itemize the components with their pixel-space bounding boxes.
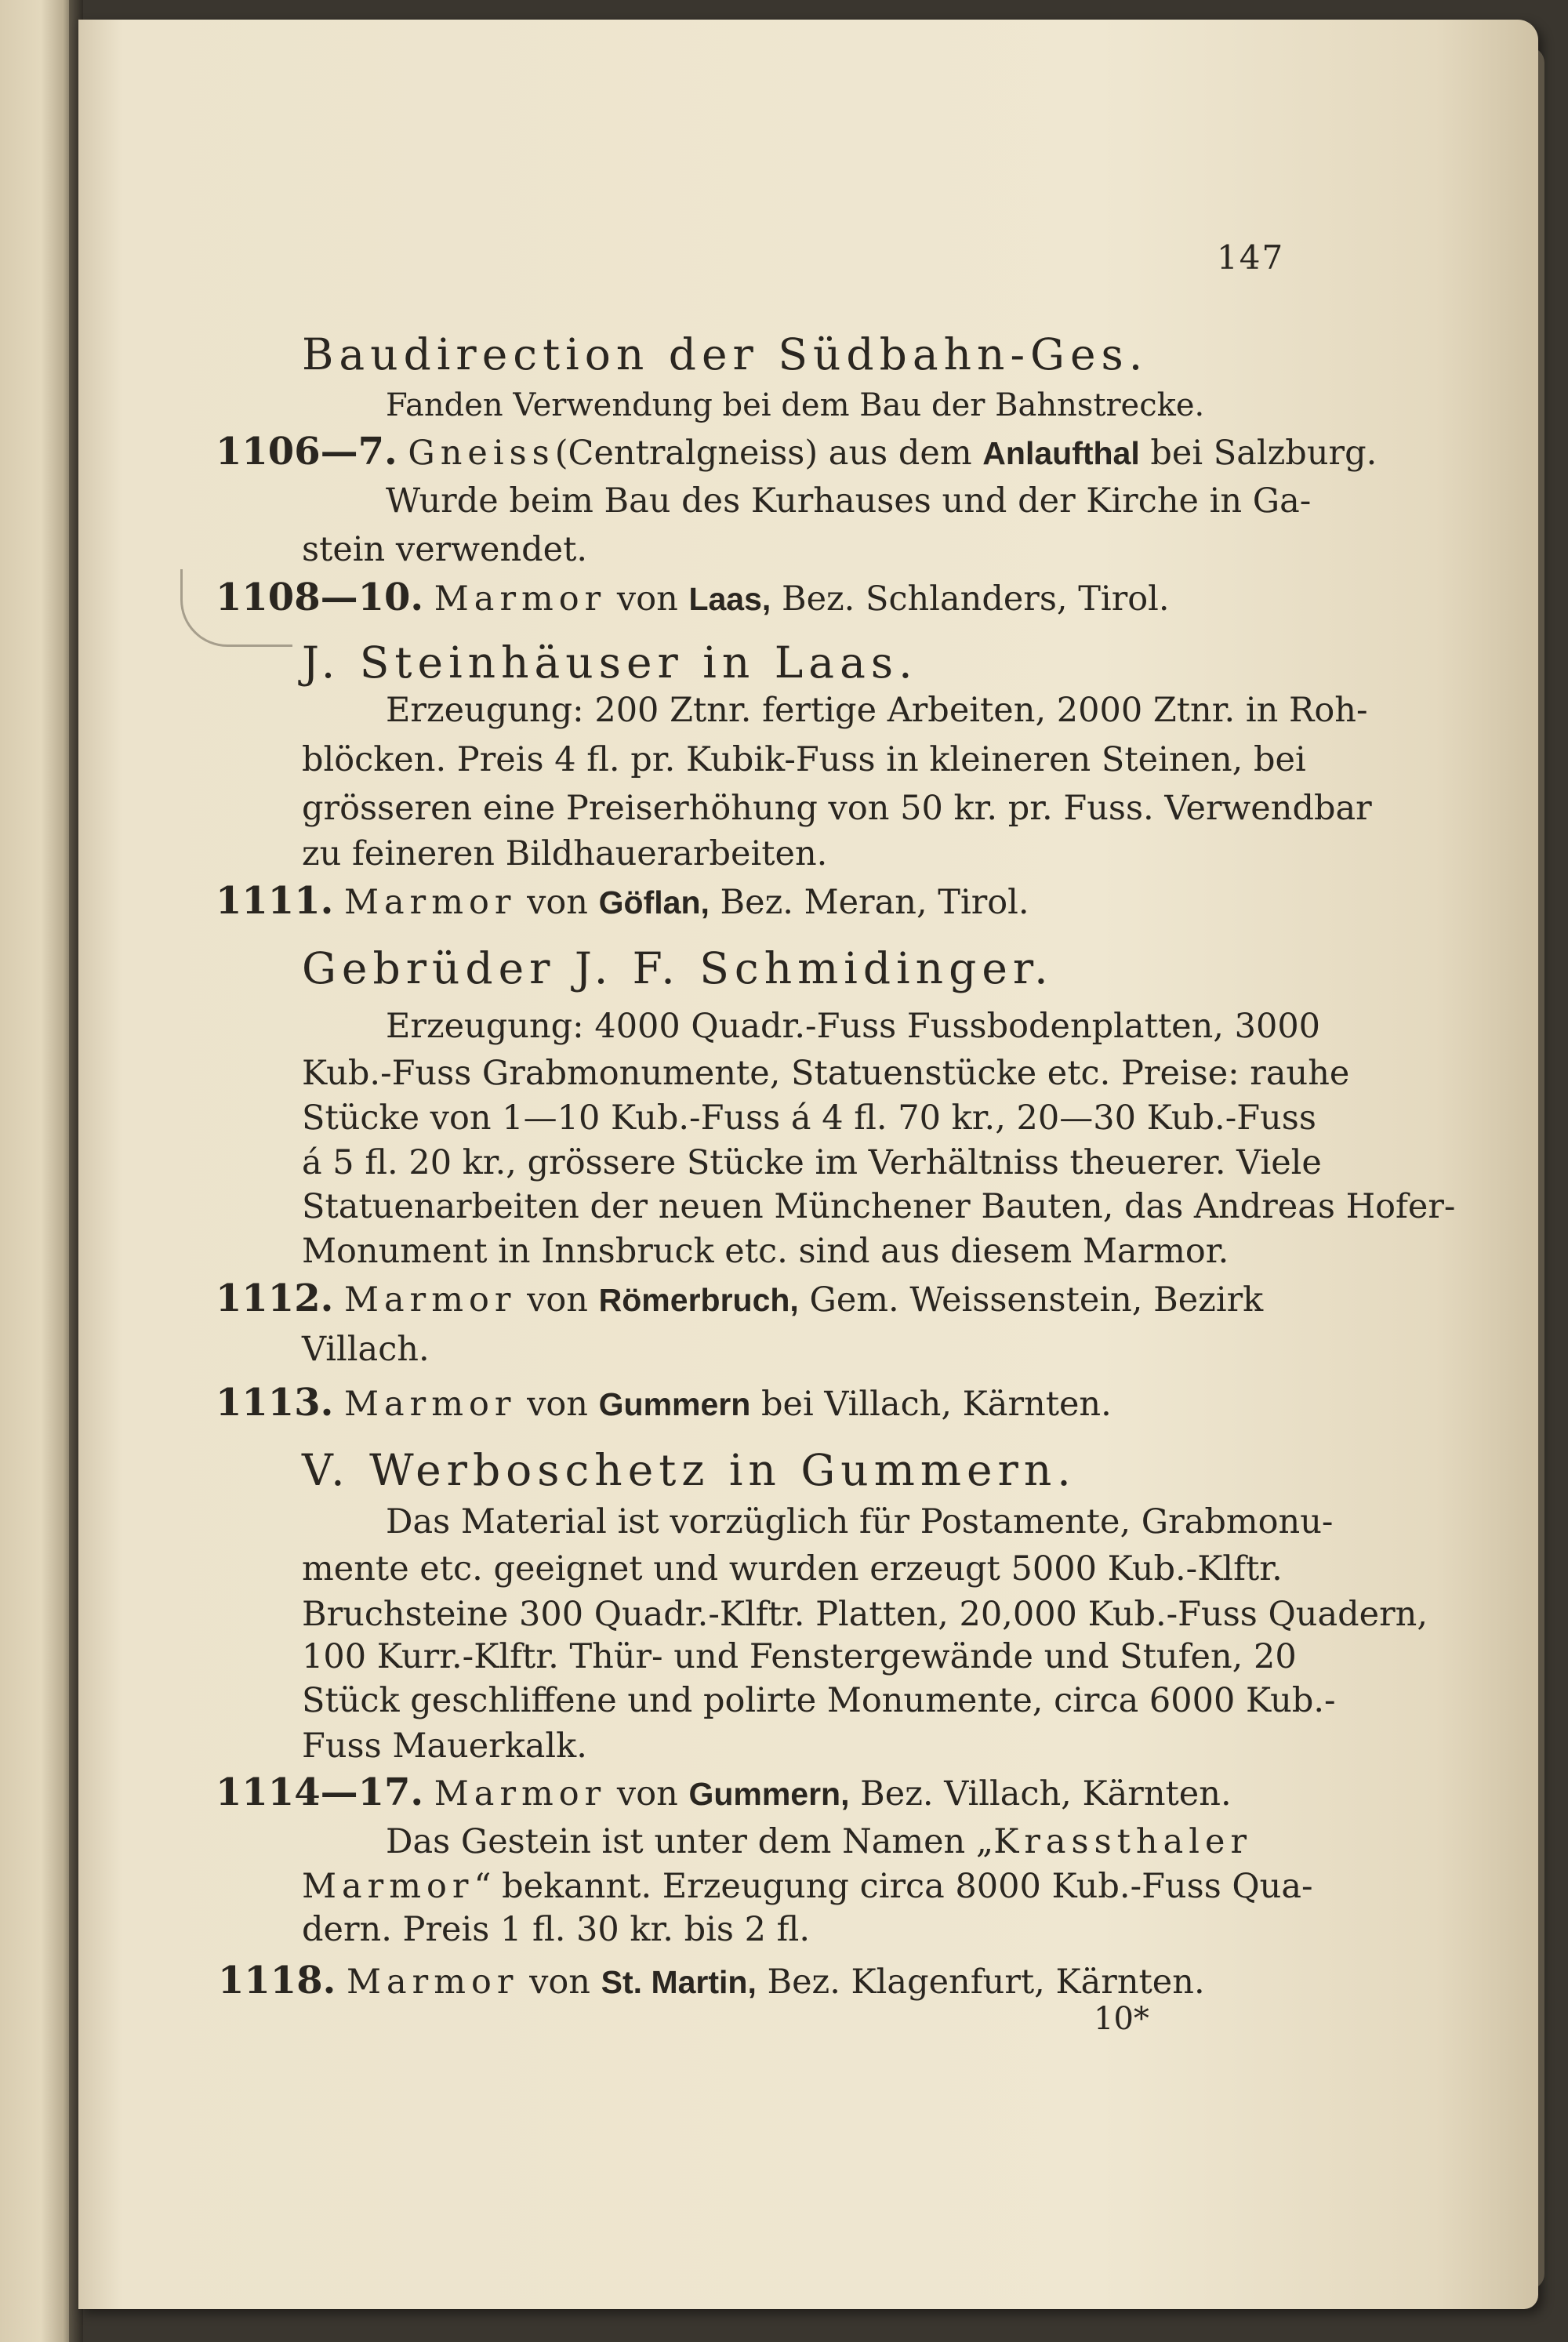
entry-desc-line: Wurde beim Bau des Kurhauses und der Kirche in Ga- (386, 481, 1312, 521)
entry-number: 1114—17. (216, 1770, 424, 1814)
entry-text: bei Salzburg. (1150, 434, 1377, 473)
page-number: 147 (1217, 238, 1285, 277)
entry-text: von (616, 1774, 678, 1814)
place-name: St. Martin, (601, 1964, 757, 2000)
stone-name: Marmor (302, 1867, 474, 1906)
body-line: Stücke von 1—10 Kub.-Fuss á 4 fl. 70 kr., 20—30 Kub.-Fuss (302, 1098, 1316, 1138)
entry-text: von (527, 883, 588, 922)
entry-number: 1113. (216, 1381, 334, 1425)
section-note: Fanden Verwendung bei dem Bau der Bahnstrecke. (386, 387, 1205, 423)
entry-text: bei Villach, Kärnten. (760, 1385, 1112, 1424)
body-line (386, 1822, 1253, 1861)
place-name: Göflan, (598, 884, 710, 920)
place-name: Anlaufthal (982, 435, 1140, 471)
entry-1112 (216, 1276, 1264, 1320)
body-line: Erzeugung: 200 Ztnr. fertige Arbeiten, 2000 Ztnr. in Roh- (386, 691, 1368, 730)
body-line: á 5 fl. 20 kr., grössere Stücke im Verhältniss theuerer. Viele (302, 1143, 1322, 1182)
body-line: 100 Kurr.-Klftr. Thür- und Fenstergewände und Stufen, 20 (302, 1637, 1297, 1676)
rock-name: Marmor (346, 1963, 519, 2002)
entry-1108 (216, 576, 1170, 619)
place-name: Laas, (688, 581, 771, 617)
entry-text: Bez. Villach, Kärnten. (860, 1774, 1232, 1814)
entry-number: 1108—10. (216, 576, 424, 619)
body-line: Erzeugung: 4000 Quadr.-Fuss Fussbodenplatten, 3000 (386, 1007, 1321, 1046)
entry-text: Bez. Meran, Tirol. (720, 883, 1029, 922)
body-line: Das Material ist vorzüglich für Postamente, Grabmonu- (386, 1502, 1334, 1541)
section-heading-werboschetz: V. Werboschetz in Gummern. (302, 1445, 1076, 1495)
rock-name: Marmor (343, 883, 517, 922)
stone-name: Krassthaler (993, 1822, 1253, 1861)
entry-text: von (527, 1280, 588, 1320)
entry-number: 1106—7. (216, 430, 397, 474)
entry-text: von (616, 579, 678, 619)
rock-name: Marmor (343, 1385, 517, 1424)
section-heading-schmidinger: Gebrüder J. F. Schmidinger. (302, 943, 1054, 993)
entry-1118 (218, 1959, 1205, 2003)
entry-text: Bez. Schlanders, Tirol. (781, 579, 1170, 619)
entry-text: Bez. Klagenfurt, Kärnten. (767, 1963, 1205, 2002)
entry-text: von (529, 1963, 590, 2002)
body-line (302, 1867, 1313, 1906)
entry-number: 1111. (216, 879, 334, 923)
entry-1111 (216, 879, 1029, 923)
section-heading-suedbahn: Baudirection der Südbahn-Ges. (302, 329, 1149, 379)
body-line: Kub.-Fuss Grabmonumente, Statuenstücke etc. Preise: rauhe (302, 1054, 1350, 1093)
body-line: mente etc. geeignet und wurden erzeugt 5000 Kub.-Klftr. (302, 1549, 1283, 1589)
rock-name: Marmor (343, 1280, 517, 1320)
body-text: Das Gestein ist unter dem Namen „ (386, 1822, 994, 1861)
entry-1114 (216, 1770, 1232, 1814)
rock-name: Gneiss (408, 434, 555, 473)
body-line: blöcken. Preis 4 fl. pr. Kubik-Fuss in kleineren Steinen, bei (302, 740, 1306, 779)
body-line: zu feineren Bildhauerarbeiten. (302, 834, 828, 873)
place-name: Gummern, (688, 1776, 850, 1812)
place-name: Gummern (598, 1386, 751, 1422)
signature-mark: 10* (1094, 2001, 1149, 2037)
facing-page-edge (0, 0, 74, 2342)
place-name: Römerbruch, (598, 1282, 799, 1318)
entry-number: 1118. (218, 1959, 336, 2003)
entry-text: (Centralgneiss) aus dem (554, 434, 972, 473)
body-line: Stück geschliffene und polirte Monumente, circa 6000 Kub.- (302, 1681, 1336, 1720)
rock-name: Marmor (434, 1774, 607, 1814)
body-line: grösseren eine Preiserhöhung von 50 kr. pr. Fuss. Verwendbar (302, 789, 1372, 828)
body-line: Fuss Mauerkalk. (302, 1727, 587, 1766)
section-heading-steinhaeuser: J. Steinhäuser in Laas. (302, 637, 918, 688)
body-line: Statuenarbeiten der neuen Münchener Bauten, das Andreas Hofer- (302, 1187, 1456, 1226)
entry-1113 (216, 1381, 1112, 1425)
entry-desc-line: stein verwendet. (302, 530, 588, 569)
entry-1106 (216, 430, 1377, 474)
body-line: Villach. (302, 1330, 430, 1369)
body-line: Bruchsteine 300 Quadr.-Klftr. Platten, 20,000 Kub.-Fuss Quadern, (302, 1595, 1428, 1634)
body-text: “ bekannt. Erzeugung circa 8000 Kub.-Fuss Qua- (474, 1867, 1313, 1906)
body-line: Monument in Innsbruck etc. sind aus diesem Marmor. (302, 1232, 1229, 1271)
rock-name: Marmor (434, 579, 607, 619)
body-line: dern. Preis 1 fl. 30 kr. bis 2 fl. (302, 1910, 811, 1949)
entry-text: von (527, 1385, 588, 1424)
entry-number: 1112. (216, 1276, 334, 1320)
entry-text: Gem. Weissenstein, Bezirk (809, 1280, 1264, 1320)
